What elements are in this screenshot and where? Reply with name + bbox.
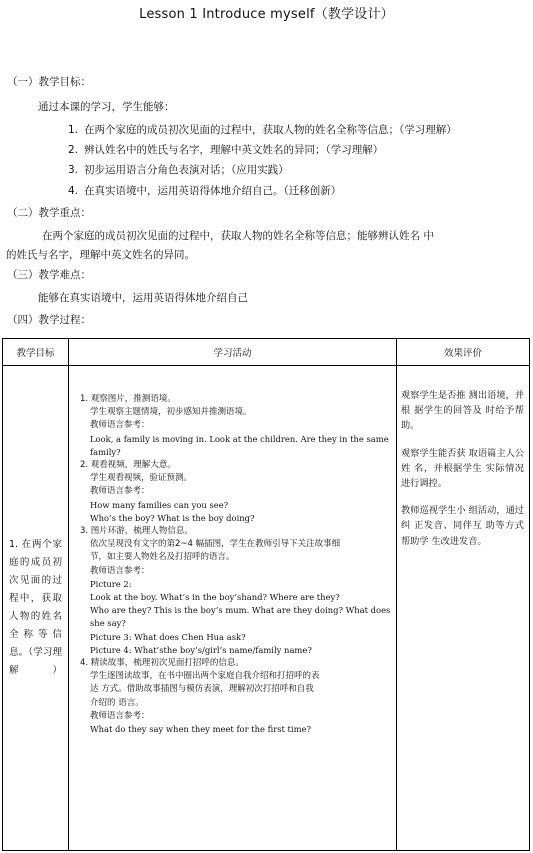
teacher-language-line: she say? — [90, 618, 126, 629]
key-points-line: 的姓氏与名字，理解中英文姓名的异同。 — [6, 249, 195, 261]
objective-text: 在真实语境中，运用英语得体地介绍自己。（迁移创新） — [84, 185, 342, 197]
teacher-language-line: Picture 4: What’sthe boy’s/girl’s name/family name? — [90, 644, 312, 655]
teacher-language-line: Who are they? This is the boy’s mum. What are they doing? What does — [90, 605, 391, 616]
table-header-row — [3, 339, 530, 366]
activity-detail-line: 学生逐图读故事，在书中圈出两个家庭自我介绍和打招呼的表 — [90, 671, 320, 682]
activity-detail-line: 介绍的 语言。 — [90, 697, 144, 708]
section-heading-objectives: （一）教学目标： — [7, 76, 91, 88]
document-title: Lesson 1 Introduce myself（教学设计） — [139, 7, 394, 22]
section-heading-process: （四）教学过程： — [7, 314, 91, 326]
objective-item — [68, 123, 457, 137]
difficulties-text: 能够在真实语境中，运用英语得体地介绍自己 — [38, 292, 248, 304]
evaluation-text: 教师巡视学生小 组活动，通过纠 正发音、同伴互 助等方式帮助学 生改进发音。 — [401, 505, 524, 547]
activity-step: 1. 观察图片，推测语境。 — [80, 394, 176, 404]
key-points-line: 在两个家庭的成员初次见面的过程中，获取人物的姓名全称等信息；能够辨认姓名 中 — [42, 230, 434, 242]
section-heading-difficulties: （三）教学难点： — [7, 269, 91, 281]
table-row — [3, 366, 530, 851]
activity-detail-line: 学生观看视频，验证预测。 — [90, 473, 193, 484]
activity-detail-line: 学生观察主题情境，初步感知并推测语境。 — [90, 407, 252, 418]
teacher-language-line: Who’s the boy? What is the boy doing? — [90, 512, 255, 523]
objective-text: 辨认姓名中的姓氏与名字，理解中英文姓名的异同；（学习理解） — [84, 144, 384, 156]
objective-number: 2. — [68, 144, 79, 156]
activity-detail-line: 教师语言参考： — [90, 486, 150, 497]
evaluation-list — [397, 366, 529, 549]
activity-detail-line: 达 方式。借助故事插图与模仿表演，理解初次打招呼和自我 — [90, 684, 314, 695]
activity-step: 4. 精读故事，梳理初次见面打招呼的信息。 — [80, 658, 244, 669]
activity-detail-line: 节，如主要人物姓名及打招呼的语言。 — [90, 552, 235, 563]
teacher-language-line: How many families can you see? — [90, 499, 229, 510]
teaching-process-table — [2, 338, 530, 851]
objective-number: 3. — [68, 164, 79, 176]
objective-item — [68, 184, 341, 198]
objective-item — [68, 163, 289, 177]
activity-list — [69, 366, 396, 736]
objective-item — [68, 143, 383, 157]
activity-detail-line: 教师语言参考： — [90, 565, 150, 576]
objective-text: 初步运用语言分角色表演对话；（应用实践） — [84, 164, 289, 176]
activity-step: 2. 观看视频，理解大意。 — [80, 460, 176, 471]
key-points-paragraph — [6, 227, 528, 265]
header-goal: 教学目标 — [3, 339, 69, 366]
evaluation-text: 观察学生是否推 测出语境，并根 据学生的回答及 时给予帮助。 — [401, 390, 524, 432]
teacher-language-line: What do they say when they meet for the first time? — [90, 724, 311, 735]
evaluation-text: 观察学生能否获 取语篇主人公姓 名，并根据学生 实际情况进行调控。 — [401, 447, 524, 490]
activity-cell — [69, 366, 397, 851]
teacher-language-line: Picture 2: — [90, 578, 132, 589]
activity-step: 3. 图片环游，梳理人物信息。 — [80, 526, 193, 537]
teacher-language-line: family? — [90, 446, 121, 457]
objectives-intro: 通过本课的学习，学生能够： — [38, 101, 175, 113]
section-heading-key-points: （二）教学重点： — [7, 207, 91, 219]
goal-text: 1. 在两个家庭的成员初次见面的过程中，获取人物的姓名全称等信息。（学习理解） — [9, 539, 62, 676]
header-activity: 学习活动 — [69, 339, 397, 366]
evaluation-cell — [397, 366, 530, 851]
teacher-language-line: Picture 3: What does Chen Hua ask? — [90, 631, 246, 642]
activity-detail-line: 教师语言参考： — [90, 710, 150, 721]
objective-text: 在两个家庭的成员初次见面的过程中，获取人物的姓名全称等信息；（学习理解） — [84, 124, 457, 136]
objective-number: 4. — [68, 185, 79, 197]
activity-detail-line: 依次呈现没有文字的第2~4 幅插图，学生在教师引导下关注故事细 — [90, 539, 341, 550]
goal-cell — [3, 366, 69, 851]
activity-detail-line: 教师语言参考： — [90, 420, 150, 431]
header-evaluation: 效果评价 — [397, 339, 530, 366]
teacher-language-line: Look at the boy. What’s in the boy’shand? Where are they? — [90, 592, 340, 603]
objective-number: 1. — [68, 124, 79, 136]
teacher-language-line: Look, a family is moving in. Look at the children. Are they in the same — [90, 433, 389, 444]
